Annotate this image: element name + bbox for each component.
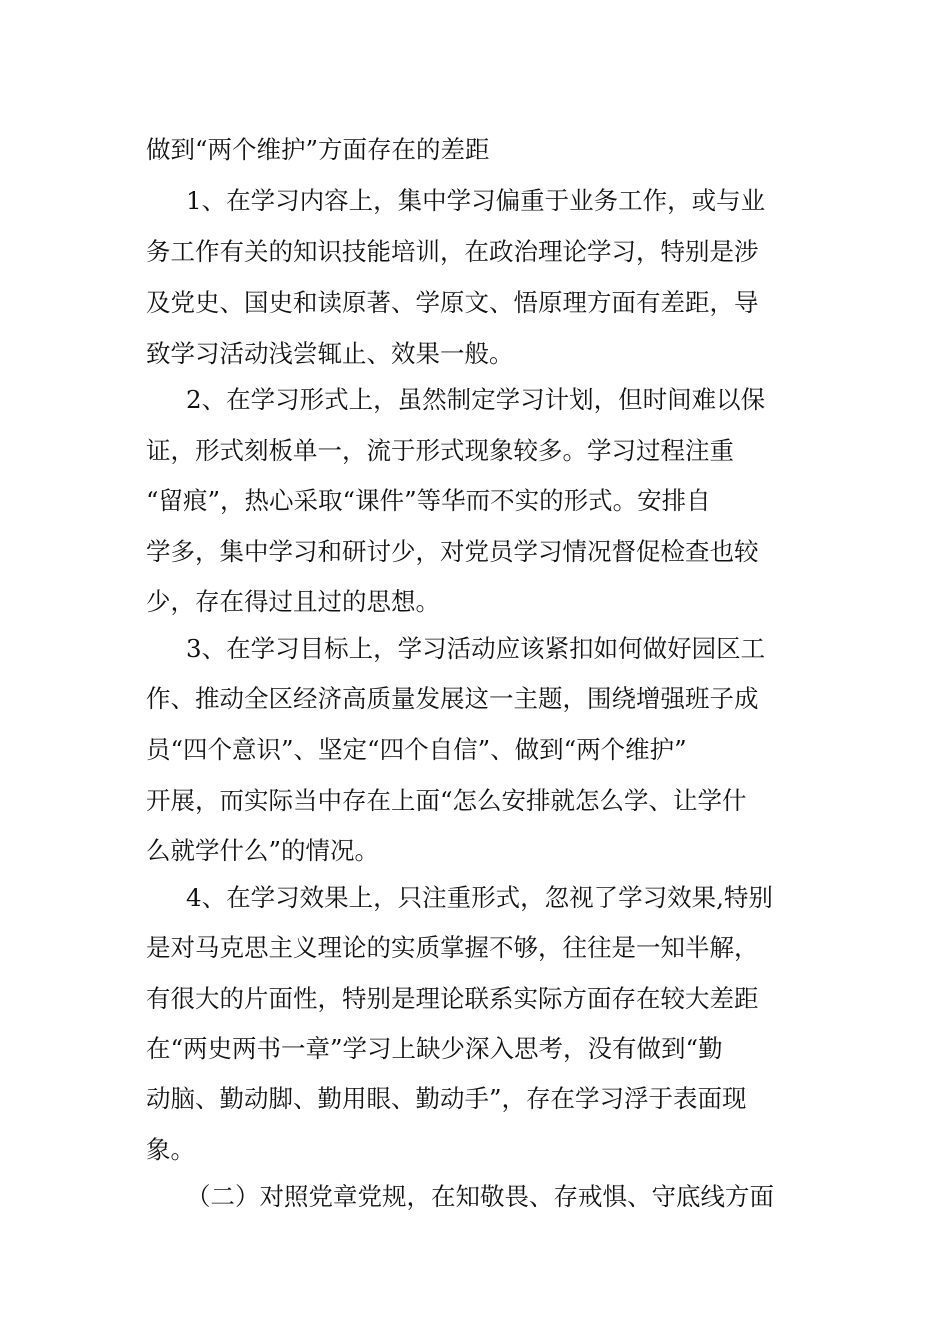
text-line: 4、在学习效果上，只注重形式，忽视了学习效果,特别 (186, 883, 773, 912)
text-line: 3、在学习目标上，学习活动应该紧扣如何做好园区工 (186, 634, 766, 663)
text-line: 致学习活动浅尝辄止、效果一般。 (146, 339, 514, 368)
text-line: 动脑、勤动脚、勤用眼、勤动手”，存在学习浮于表面现 (146, 1084, 747, 1113)
text-line: 2、在学习形式上，虽然制定学习计划，但时间难以保 (186, 385, 766, 414)
text-line: 是对马克思主义理论的实质掌握不够，往往是一知半解， (146, 933, 759, 962)
text-line: 有很大的片面性，特别是理论联系实际方面存在较大差距 (146, 984, 759, 1013)
text-line: 么就学什么”的情况。 (146, 836, 380, 865)
text-line: 证，形式刻板单一，流于形式现象较多。学习过程注重 (146, 436, 734, 465)
text-line: 1、在学习内容上，集中学习偏重于业务工作，或与业 (186, 186, 766, 215)
text-line: 象。 (146, 1135, 195, 1164)
text-line: 员“四个意识”、坚定“四个自信”、做到“两个维护” (146, 735, 687, 764)
text-line: 少，存在得过且过的思想。 (146, 587, 440, 616)
text-line: “留痕”，热心采取“课件”等华而不实的形式。安排自 (146, 486, 711, 515)
text-line: 在“两史两书一章”学习上缺少深入思考，没有做到“勤 (146, 1034, 723, 1063)
text-line: 学多，集中学习和研讨少，对党员学习情况督促检查也较 (146, 537, 759, 566)
text-line: 及党史、国史和读原著、学原文、悟原理方面有差距，导 (146, 288, 759, 317)
text-line: 做到“两个维护”方面存在的差距 (146, 135, 490, 164)
text-line: 开展，而实际当中存在上面“怎么安排就怎么学、让学什 (146, 786, 747, 815)
text-line: 作、推动全区经济高质量发展这一主题，围绕增强班子成 (146, 684, 759, 713)
section-heading: （二）对照党章党规，在知敬畏、存戒惧、守底线方面 (186, 1182, 774, 1211)
text-line: 务工作有关的知识技能培训，在政治理论学习，特别是涉 (146, 237, 759, 266)
